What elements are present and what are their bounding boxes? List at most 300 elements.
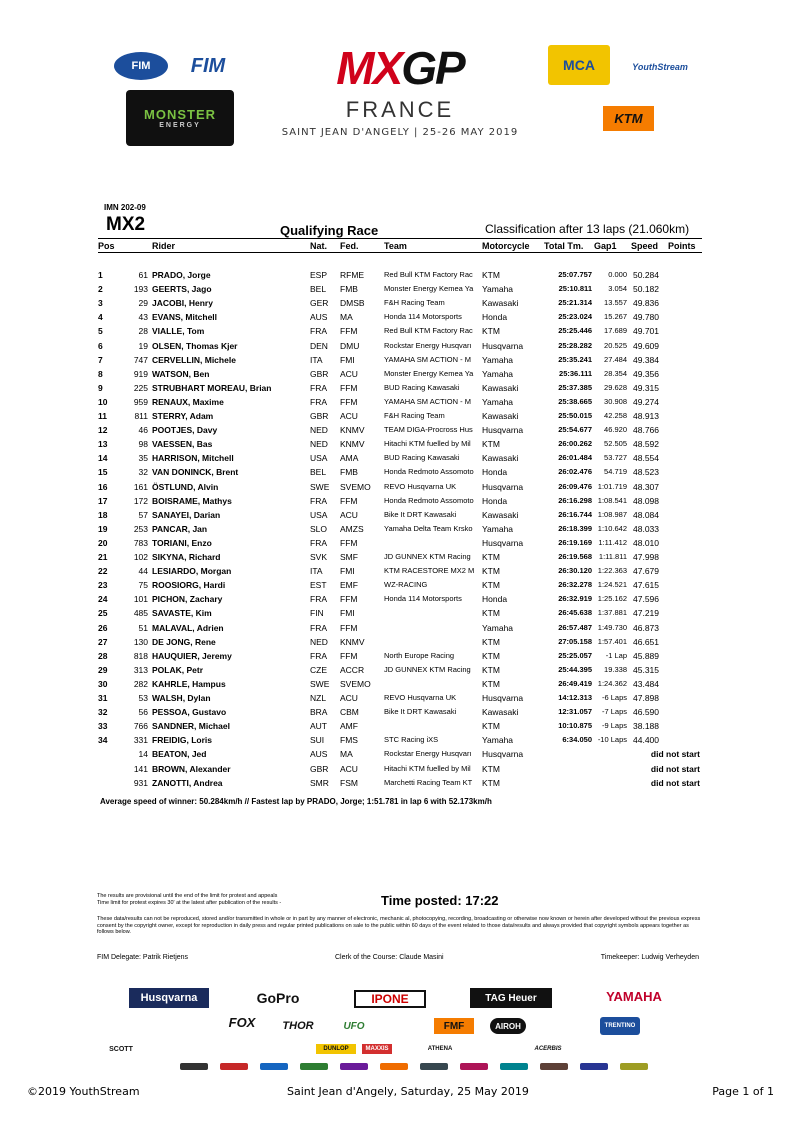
result-row (0, 425, 800, 439)
total-time: 25:25.057 (558, 650, 592, 660)
gap-to-leader: 1:01.719 (597, 481, 627, 491)
col-nat: Nat. (310, 241, 328, 251)
result-row (0, 397, 800, 411)
result-position: 34 (98, 735, 108, 746)
rider-number: 141 (133, 763, 148, 774)
rider-federation: AMA (340, 453, 359, 464)
rider-motorcycle: Husqvarna (482, 340, 524, 351)
time-posted: Time posted: 17:22 (381, 893, 499, 908)
rider-number: 43 (138, 312, 148, 323)
result-position: 28 (98, 650, 108, 661)
minor-sponsor-logo (580, 1063, 608, 1070)
sponsor-husqvarna-logo: Husqvarna (129, 988, 209, 1008)
rider-team: YAMAHA SM ACTION - M (384, 354, 471, 364)
total-time: 25:35.241 (558, 354, 592, 364)
rider-federation: FFM (340, 495, 358, 506)
rider-federation: KNMV (340, 636, 365, 647)
rider-name: STERRY, Adam (152, 411, 214, 421)
rider-nationality: GER (310, 298, 329, 309)
imn-code: IMN 202-09 (104, 203, 146, 212)
rider-number: 102 (133, 552, 148, 562)
result-position: 23 (98, 580, 108, 591)
rider-name: KAHRLE, Hampus (152, 678, 226, 689)
gap-to-leader: 52.505 (604, 439, 627, 449)
average-speed: 48.523 (633, 467, 659, 478)
total-time: 14:12.313 (558, 693, 592, 702)
footer-place-date: Saint Jean d'Angely, Saturday, 25 May 2019 (287, 1085, 529, 1098)
rider-team: F&H Racing Team (384, 411, 445, 420)
gap-to-leader: 20.525 (604, 340, 627, 350)
footer-copyright: ©2019 YouthStream (27, 1085, 140, 1098)
rider-nationality: FRA (310, 382, 327, 393)
total-time: 26:00.262 (558, 439, 592, 449)
rider-nationality: NED (310, 636, 328, 647)
rider-federation: ACU (340, 411, 358, 421)
total-time: 25:50.015 (558, 411, 592, 420)
rider-motorcycle: KTM (482, 270, 500, 280)
result-row (0, 369, 800, 383)
rider-number: 161 (133, 481, 148, 492)
result-position: 26 (98, 622, 108, 633)
rider-name: SANDNER, Michael (152, 721, 230, 732)
rider-nationality: SWE (310, 481, 330, 492)
rider-number: 783 (133, 537, 148, 548)
rider-motorcycle: Husqvarna (482, 481, 524, 492)
total-time: 26:19.568 (558, 552, 592, 561)
rider-team: North Europe Racing (384, 650, 455, 660)
rider-team: Honda Redmoto Assomoto (384, 467, 474, 477)
rider-team: JD GUNNEX KTM Racing (384, 664, 471, 674)
rider-federation: ACU (340, 509, 358, 520)
rider-number: 747 (133, 354, 148, 365)
rider-number: 130 (133, 636, 148, 647)
rider-nationality: CZE (310, 664, 327, 675)
col-fed: Fed. (340, 241, 359, 251)
rider-nationality: NED (310, 439, 328, 450)
rider-number: 57 (138, 509, 148, 520)
sponsor-thor-logo: THOR (282, 1020, 314, 1032)
result-row (0, 721, 800, 735)
total-time: 6:34.050 (562, 735, 592, 745)
rider-team: Bike It DRT Kawasaki (384, 509, 457, 519)
result-row (0, 467, 800, 481)
rider-federation: KNMV (340, 439, 365, 450)
result-row (0, 693, 800, 707)
timekeeper: Timekeeper: Ludwig Verheyden (600, 954, 699, 961)
average-speed: 48.766 (633, 425, 659, 436)
rider-number: 485 (133, 608, 148, 619)
col-total-time: Total Tm. (544, 241, 584, 251)
rider-team: STC Racing iXS (384, 735, 439, 745)
status-note: did not start (650, 763, 700, 774)
rider-number: 818 (133, 650, 148, 661)
result-position: 8 (98, 368, 103, 379)
average-speed: 47.219 (633, 608, 659, 619)
result-row (0, 552, 800, 566)
result-position: 32 (98, 707, 108, 718)
rider-number: 44 (138, 566, 148, 577)
rider-number: 98 (138, 439, 148, 450)
fim-logo: FIM (114, 52, 168, 80)
rider-nationality: FRA (310, 326, 327, 337)
average-speed: 49.356 (633, 368, 659, 379)
result-position: 27 (98, 636, 108, 647)
average-speed: 49.780 (633, 312, 659, 323)
rider-name: CERVELLIN, Michele (152, 354, 236, 365)
rider-federation: FFM (340, 622, 358, 633)
rider-nationality: USA (310, 509, 328, 520)
gap-to-leader: 29.628 (604, 382, 627, 392)
result-position: 24 (98, 594, 108, 605)
rider-number: 313 (133, 664, 148, 675)
gap-to-leader: -6 Laps (601, 693, 627, 702)
rider-federation: EMF (340, 580, 358, 591)
rider-nationality: SMR (310, 777, 329, 788)
rider-nationality: GBR (310, 763, 329, 774)
rider-nationality: ESP (310, 270, 328, 280)
gap-to-leader: -7 Laps (601, 707, 627, 717)
average-speed: 47.615 (633, 580, 659, 591)
result-position: 30 (98, 678, 108, 689)
total-time: 25:38.665 (558, 396, 592, 406)
rider-team: REVO Husqvarna UK (384, 481, 457, 491)
rider-motorcycle: KTM (482, 650, 500, 661)
race-summary: Average speed of winner: 50.284km/h // Fastest lap by PRADO, Jorge; 1:51.781 in lap 6 with 52.173km/h (100, 797, 492, 806)
col-rider: Rider (152, 241, 176, 251)
rider-team: Honda 114 Motorsports (384, 594, 462, 604)
rider-federation: SVEMO (340, 481, 371, 492)
total-time: 25:21.314 (558, 298, 592, 308)
gap-to-leader: 1:37.881 (597, 608, 627, 618)
rider-federation: MA (340, 749, 353, 760)
rider-name: VAN DONINCK, Brent (152, 467, 239, 478)
total-time: 26:32.919 (558, 594, 592, 604)
rider-nationality: FRA (310, 537, 327, 548)
minor-sponsor-logo (460, 1063, 488, 1070)
gap-to-leader: 19.338 (604, 664, 627, 674)
rider-name: TORIANI, Enzo (152, 537, 212, 548)
col-motorcycle: Motorcycle (482, 241, 530, 251)
average-speed: 43.484 (633, 678, 659, 689)
rider-federation: SVEMO (340, 678, 371, 689)
average-speed: 46.590 (633, 707, 659, 718)
average-speed: 38.188 (633, 721, 659, 732)
rider-team: F&H Racing Team (384, 298, 445, 308)
gap-to-leader: 42.258 (604, 411, 627, 420)
provisional-note-line-2: Time limit for protest expires 30' at the latest after publication of the results - (97, 899, 282, 906)
sponsor-airoh-logo: AIROH (490, 1018, 526, 1034)
rider-motorcycle: Kawasaki (482, 453, 519, 464)
gap-to-leader: 3.054 (608, 284, 627, 294)
result-position: 3 (98, 298, 103, 309)
col-points: Points (668, 241, 696, 251)
fim-europe-logo: FIM (190, 54, 226, 77)
youthstream-logo: YouthStream (632, 62, 688, 72)
rider-number: 931 (133, 777, 148, 788)
total-time: 25:28.282 (558, 340, 592, 350)
rider-name: ZANOTTI, Andrea (152, 777, 223, 788)
rider-team: Bike It DRT Kawasaki (384, 707, 457, 717)
rider-nationality: FRA (310, 594, 327, 605)
total-time: 25:44.395 (558, 664, 592, 674)
rider-number: 35 (138, 453, 148, 464)
rider-motorcycle: Yamaha (482, 354, 514, 365)
dns-row (0, 764, 800, 778)
rider-federation: DMSB (340, 298, 365, 309)
race-name: Qualifying Race (280, 223, 379, 238)
sponsor-scott-logo: SCOTT (109, 1045, 133, 1053)
rider-team: Rockstar Energy Husqvarı (384, 340, 472, 350)
rider-number: 56 (138, 707, 148, 718)
rider-motorcycle: Husqvarna (482, 425, 524, 436)
rider-nationality: FRA (310, 650, 327, 661)
result-row (0, 679, 800, 693)
result-position: 19 (98, 523, 108, 534)
result-row (0, 439, 800, 453)
result-position: 9 (98, 382, 103, 393)
monster-energy-logo (126, 90, 234, 146)
rider-name: HARRISON, Mitchell (152, 453, 234, 464)
result-row (0, 637, 800, 651)
minor-sponsor-logo (340, 1063, 368, 1070)
rider-team: KTM RACESTORE MX2 M (384, 566, 475, 576)
rider-number: 101 (133, 594, 148, 605)
gap-to-leader: 46.920 (604, 425, 627, 435)
rider-number: 75 (138, 580, 148, 591)
result-position: 21 (98, 552, 108, 562)
rider-federation: DMU (340, 340, 360, 351)
rider-nationality: FRA (310, 622, 327, 633)
rider-team: Rockstar Energy Husqvarı (384, 749, 472, 759)
rider-nationality: GBR (310, 368, 329, 379)
total-time: 25:07.757 (558, 270, 592, 279)
minor-sponsor-logo (500, 1063, 528, 1070)
gap-to-leader: 54.719 (604, 467, 627, 477)
average-speed: 47.679 (633, 566, 659, 577)
gap-to-leader: 1:08.541 (597, 495, 627, 505)
rider-federation: ACCR (340, 664, 365, 675)
rider-federation: ACU (340, 368, 358, 379)
average-speed: 49.384 (633, 354, 659, 365)
result-position: 20 (98, 537, 108, 548)
rider-motorcycle: Yamaha (482, 284, 514, 295)
rider-motorcycle: Honda (482, 312, 508, 323)
result-row (0, 665, 800, 679)
total-time: 25:36.111 (559, 368, 592, 378)
rider-federation: AMZS (340, 523, 364, 534)
total-time: 25:54.677 (558, 425, 592, 435)
total-time: 26:16.298 (558, 495, 592, 505)
rider-name: POLAK, Petr (152, 664, 204, 675)
rider-name: DE JONG, Rene (152, 636, 216, 647)
minor-sponsor-logo (420, 1063, 448, 1070)
rider-motorcycle: KTM (482, 763, 500, 774)
result-position: 7 (98, 354, 103, 365)
rider-name: SANAYEI, Darian (152, 509, 221, 520)
rider-federation: FFM (340, 650, 358, 661)
rider-motorcycle: Yamaha (482, 368, 514, 379)
rider-number: 14 (138, 749, 148, 760)
rider-motorcycle: Kawasaki (482, 509, 519, 520)
minor-sponsor-logo (180, 1063, 208, 1070)
rider-name: FREIDIG, Loris (152, 735, 212, 746)
result-row (0, 482, 800, 496)
col-gap: Gap1 (594, 241, 617, 251)
average-speed: 48.554 (633, 453, 659, 464)
rider-number: 331 (133, 735, 148, 746)
average-speed: 48.592 (633, 439, 659, 450)
rider-federation: KNMV (340, 425, 365, 436)
rider-nationality: SLO (310, 523, 328, 534)
rider-team: Marchetti Racing Team KT (384, 777, 473, 787)
gap-to-leader: 1:24.362 (597, 678, 627, 688)
sponsor-fmf-logo: FMF (434, 1018, 474, 1034)
sponsor-trentino-logo: TRENTINO (600, 1017, 640, 1035)
rider-number: 61 (138, 270, 148, 280)
rider-federation: FMI (340, 354, 355, 365)
gap-to-leader: 1:11.412 (598, 537, 627, 547)
sponsor-athena-logo: ATHENA (427, 1046, 453, 1052)
rider-nationality: BRA (310, 707, 328, 718)
rider-name: WATSON, Ben (152, 368, 210, 379)
average-speed: 49.609 (633, 340, 659, 351)
sponsor-dunlop-logo: DUNLOP (316, 1044, 356, 1054)
gap-to-leader: 30.908 (604, 396, 627, 406)
gap-to-leader: 13.557 (604, 298, 627, 308)
header-divider-top (98, 238, 702, 239)
rider-motorcycle: Yamaha (482, 622, 514, 633)
gap-to-leader: 17.689 (604, 326, 627, 336)
average-speed: 47.596 (633, 594, 659, 605)
rider-team: Yamaha Delta Team Krsko (384, 523, 473, 533)
rider-nationality: NZL (310, 693, 327, 703)
rider-name: VAESSEN, Bas (152, 439, 213, 450)
average-speed: 49.274 (633, 396, 659, 407)
rider-team: Hitachi KTM fuelled by Mil (384, 763, 471, 773)
rider-federation: FMI (340, 608, 355, 619)
average-speed: 50.182 (633, 284, 659, 295)
rider-team: BUD Racing Kawasaki (384, 382, 460, 392)
average-speed: 45.889 (633, 650, 659, 661)
result-row (0, 326, 800, 340)
result-row (0, 341, 800, 355)
rider-number: 766 (133, 721, 148, 732)
rider-motorcycle: KTM (482, 439, 500, 450)
total-time: 26:09.476 (558, 481, 592, 491)
gap-to-leader: 0.000 (608, 270, 627, 279)
rider-number: 253 (133, 523, 148, 534)
rider-federation: FFM (340, 396, 358, 407)
rider-motorcycle: Husqvarna (482, 693, 524, 703)
copyright-notice: These data/results can not be reproduced, stored and/or transmitted in whole or in part by any manner of electronic, mechanic al, photocopying, recording, broadcasting or otherwise now known or herein after developed without the previous express consent by the copyright owner, except for reproduction in daily press and regular printed publications on sale to the public within 60 days of the event related to those data/results and always provided that copyright symbols appears together as follows below. (97, 916, 701, 935)
rider-motorcycle: KTM (482, 326, 500, 337)
rider-nationality: NED (310, 425, 328, 436)
result-position: 1 (98, 270, 103, 280)
rider-motorcycle: Yamaha (482, 523, 514, 534)
rider-nationality: FRA (310, 495, 327, 506)
gap-to-leader: -9 Laps (601, 721, 627, 731)
gap-to-leader: 1:22.363 (597, 566, 627, 576)
rider-name: PICHON, Zachary (152, 594, 223, 605)
rider-name: PESSOA, Gustavo (152, 707, 227, 718)
sponsor-ipone-logo: IPONE (354, 990, 426, 1008)
rider-federation: AMF (340, 721, 358, 732)
provisional-note-line-1: The results are provisional until the end of the limit for protest and appeals (97, 893, 278, 899)
total-time: 26:45.638 (558, 608, 592, 618)
rider-federation: ACU (340, 763, 358, 774)
average-speed: 47.898 (633, 693, 659, 703)
rider-number: 28 (138, 326, 148, 337)
clerk-of-course: Clerk of the Course: Claude Masini (335, 954, 444, 961)
mxgp-logo (316, 42, 484, 94)
race-class: MX2 (106, 214, 146, 235)
rider-team: Honda Redmoto Assomoto (384, 495, 474, 505)
event-country: FRANCE (345, 97, 455, 122)
total-time: 12:31.057 (558, 707, 592, 717)
rider-name: SIKYNA, Richard (152, 552, 221, 562)
gap-to-leader: 28.354 (604, 368, 627, 378)
total-time: 10:10.875 (558, 721, 592, 731)
dns-row (0, 778, 800, 792)
result-position: 6 (98, 340, 103, 351)
sponsor-fox-logo: FOX (228, 1014, 256, 1030)
rider-federation: FFM (340, 594, 358, 605)
rider-name: OLSEN, Thomas Kjer (152, 340, 238, 351)
result-position: 18 (98, 509, 108, 520)
rider-name: VIALLE, Tom (152, 326, 205, 337)
result-row (0, 623, 800, 637)
rider-motorcycle: Kawasaki (482, 298, 519, 309)
gap-to-leader: 1:24.521 (597, 580, 627, 590)
rider-federation: FFM (340, 326, 358, 337)
result-position: 22 (98, 566, 108, 577)
rider-name: ROOSIORG, Hardi (152, 580, 226, 591)
minor-sponsor-logo (620, 1063, 648, 1070)
average-speed: 49.315 (633, 382, 659, 393)
result-position: 33 (98, 721, 108, 732)
total-time: 27:05.158 (558, 636, 592, 646)
rider-team: Red Bull KTM Factory Rac (384, 270, 473, 279)
average-speed: 46.651 (633, 636, 659, 647)
rider-name: ÖSTLUND, Alvin (152, 481, 219, 492)
sponsor-gopro-logo: GoPro (256, 990, 300, 1006)
result-position: 11 (98, 411, 107, 421)
rider-name: PRADO, Jorge (152, 270, 211, 280)
rider-number: 282 (133, 678, 148, 689)
minor-sponsor-logo (300, 1063, 328, 1070)
status-note: did not start (650, 749, 700, 760)
col-team: Team (384, 241, 407, 251)
result-position: 15 (98, 467, 108, 478)
rider-motorcycle: Kawasaki (482, 707, 519, 718)
result-row (0, 510, 800, 524)
total-time: 26:57.487 (558, 622, 592, 632)
gap-to-leader: -1 Lap (605, 650, 627, 660)
average-speed: 44.400 (633, 735, 659, 746)
average-speed: 47.998 (633, 552, 659, 562)
rider-nationality: GBR (310, 411, 329, 421)
result-row (0, 651, 800, 665)
gap-to-leader: 15.267 (604, 312, 627, 322)
rider-motorcycle: Yamaha (482, 735, 514, 746)
gap-to-leader: 1:11.811 (598, 552, 627, 561)
rider-name: LESIARDO, Morgan (152, 566, 232, 577)
rider-federation: RFME (340, 270, 365, 280)
result-row (0, 594, 800, 608)
result-row (0, 411, 800, 425)
rider-motorcycle: KTM (482, 580, 500, 591)
gap-to-leader: 53.727 (604, 453, 627, 463)
